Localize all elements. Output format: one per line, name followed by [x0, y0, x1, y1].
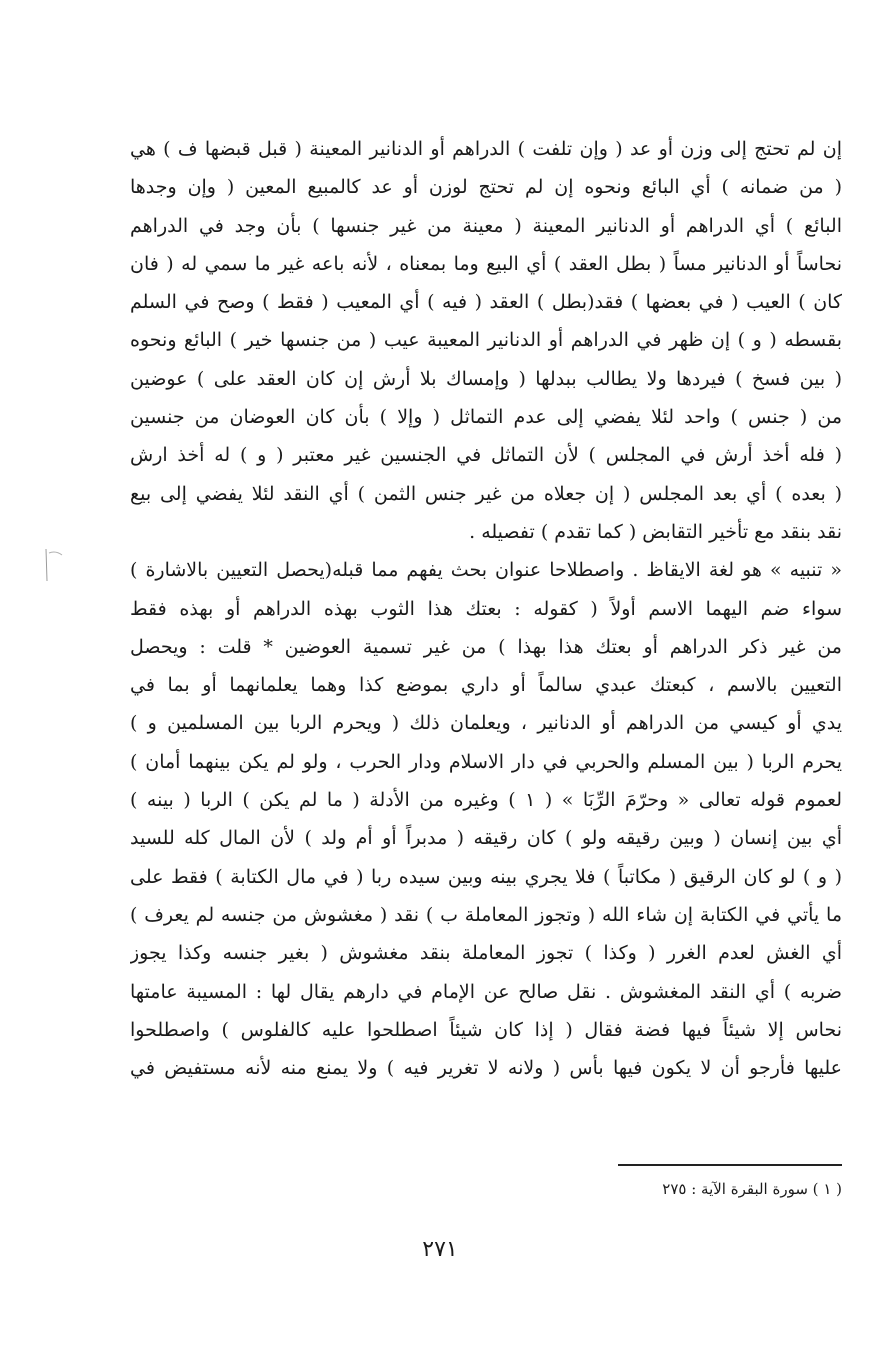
text-line: من غير ذكر الدراهم أو بعتك هذا بهذا ) من غير تسمية العوضين * قلت : ويحصل [130, 635, 842, 658]
text-line: ( بعده ) أي بعد المجلس ( إن جعلاه من غير جنس الثمن ) أي النقد لئلا يفضي إلى بيع [130, 482, 842, 505]
text-line: عليها فأرجو أن لا يكون فيها بأس ( ولانه لا تغرير فيه ) ولا يمنع منه لأنه مستفيض في [130, 1057, 842, 1080]
text-line: أي بين إنسان ( وبين رقيقه ولو ) كان رقيقه ( مدبراً أو أم ولد ) لأن المال كله للسيد [130, 827, 842, 850]
text-line: « تنبيه » هو لغة الايقاظ . واصطلاحا عنوان بحث يفهم مما قبله(يحصل التعيين بالاشارة ) [130, 559, 842, 582]
footnote-divider [618, 1164, 842, 1166]
text-line: ( بين فسخ ) فيردها ولا يطالب ببدلها ( وإمساك بلا أرش إن كان العقد على ) عوضين [130, 367, 842, 390]
page-number: ٢٧١ [422, 1237, 458, 1262]
text-line: سواء ضم اليهما الاسم أولاً ( كقوله : بعتك هذا الثوب بهذه الدراهم أو بهذه فقط [130, 597, 842, 620]
text-line: كان ) العيب ( في بعضها ) فقد(بطل ) العقد ( فيه ) أي المعيب ( فقط ) وصح في السلم [130, 291, 842, 314]
text-line: من ( جنس ) واحد لئلا يفضي إلى عدم التماثل ( وإلا ) بأن كان العوضان من جنسين [130, 406, 842, 429]
margin-scribble-mark [40, 545, 68, 585]
text-line: ( من ضمانه ) أي البائع ونحوه إن لم تحتج لوزن أو عد كالمبيع المعين ( وإن وجدها [130, 176, 842, 199]
text-line: ما يأتي في الكتابة إن شاء الله ( وتجوز المعاملة ب ) نقد ( مغشوش من جنسه لم يعرف ) [130, 903, 842, 926]
text-line: نحاس إلا شيئاً فيها فضة فقال ( إذا كان شيئاً اصطلحوا عليه كالفلوس ) واصطلحوا [130, 1018, 842, 1041]
main-text-block [130, 130, 842, 1087]
text-line: إن لم تحتج إلى وزن أو عد ( وإن تلفت ) الدراهم أو الدنانير المعينة ( قبل قبضها ف ) هي [130, 138, 842, 160]
text-line: لعموم قوله تعالى « وحرّمَ الرِّبَا » ( ١ ) وغيره من الأدلة ( ما لم يكن ) الربا ( بينه ) [130, 789, 842, 812]
text-line: أي الغش لعدم الغرر ( وكذا ) تجوز المعاملة بنقد مغشوش ( بغير جنسه وكذا يجوز [130, 942, 842, 965]
text-line: نقد بنقد مع تأخير التقابض ( كما تقدم ) تفصيله . [469, 520, 842, 543]
text-line: ( و ) لو كان الرقيق ( مكاتباً ) فلا يجري بينه وبين سيده ربا ( في مال الكتابة ) فقط على [130, 865, 842, 888]
text-line: ضربه ) أي النقد المغشوش . نقل صالح عن الإمام في دارهم يقال لها : المسيبة عامتها [130, 980, 842, 1003]
text-line: البائع ) أي الدراهم أو الدنانير المعينة ( معينة من غير جنسها ) بأن وجد في الدراهم [130, 214, 842, 237]
text-line: بقسطه ( و ) إن ظهر في الدراهم أو الدنانير المعيبة عيب ( من جنسها خير ) البائع ونحوه [130, 329, 842, 352]
text-line: يدي أو كيسي من الدراهم أو الدنانير ، ويعلمان ذلك ( ويحرم الربا بين المسلمين و ) [130, 712, 842, 735]
text-line: ( فله أخذ أرش في المجلس ) لأن التماثل في الجنسين غير معتبر ( و ) له أخذ ارش [130, 444, 842, 467]
text-line: التعيين بالاسم ، كبعتك عبدي سالماً أو داري بموضع كذا وهما يعلمانهما أو بما في [130, 674, 842, 697]
text-line: يحرم الربا ( بين المسلم والحربي في دار الاسلام ودار الحرب ، ولو لم يكن بينهما أمان ) [130, 750, 842, 773]
footnote: ( ١ ) سورة البقرة الآية : ٢٧٥ [662, 1180, 842, 1198]
text-line: نحاساً أو الدنانير مساً ( بطل العقد ) أي البيع وما بمعناه ، لأنه باعه غير ما سمي له ( فان [130, 252, 842, 275]
